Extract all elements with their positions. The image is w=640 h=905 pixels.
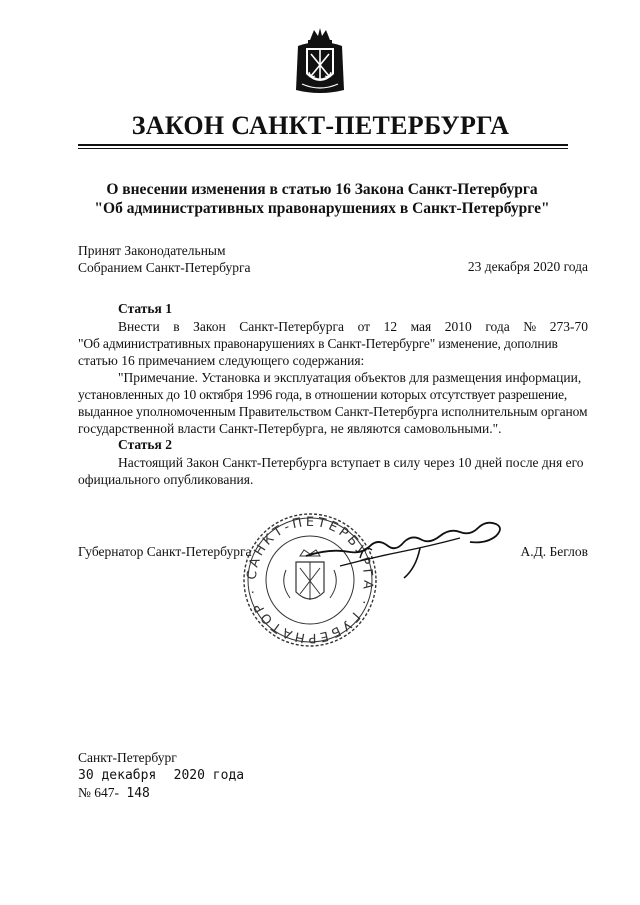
article-1-note-line: государственной власти Санкт-Петербурга, не являются самовольными.". [78, 421, 502, 436]
article-1-body [78, 318, 588, 437]
footer-date-day-month: 30 декабря [78, 768, 157, 783]
article-1-note-line: выданное уполномоченным Правительством Санкт-Петербурга исполнительным органом [78, 404, 588, 419]
article-1-first-line-word: № [523, 319, 537, 334]
article-1-line: статью 16 примечанием следующего содержания: [78, 353, 365, 368]
adoption-date: 23 декабря 2020 года [467, 259, 588, 274]
handwritten-signature [300, 508, 510, 583]
subtitle-line: О внесении изменения в статью 16 Закона Санкт-Петербурга [106, 181, 538, 198]
article-2-line: официального опубликования. [78, 472, 254, 487]
footer-city: Санкт-Петербург [78, 750, 177, 765]
article-1-first-line-word: 12 [383, 319, 398, 334]
signatory-name: А.Д. Беглов [520, 544, 588, 559]
law-title: ЗАКОН САНКТ-ПЕТЕРБУРГА [131, 111, 510, 140]
footer-date [78, 766, 244, 784]
adoption-note [78, 242, 251, 276]
footer-date-year: 2020 года [173, 768, 245, 783]
article-1-line: "Об административных правонарушениях в Санкт-Петербурге" изменение, дополнив [78, 336, 558, 351]
document-footer [78, 749, 244, 802]
article-1-first-line-word: 273-70 [549, 319, 588, 334]
article-2-body [78, 454, 588, 488]
article-1-first-line-word: в [173, 319, 180, 334]
article-1-first-line-word: от [357, 319, 371, 334]
footer-number [78, 784, 244, 802]
coat-of-arms-emblem [292, 26, 348, 96]
article-1-note-line: "Примечание. Установка и эксплуатация объектов для размещения информации, [118, 370, 582, 385]
seal-text: САНКТ-ПЕТЕРБУРГА · ГУБЕРНАТОР · [244, 514, 376, 646]
adoption-line: Собранием Санкт-Петербурга [78, 260, 251, 275]
title-divider-thin [78, 148, 568, 149]
subtitle-line: "Об административных правонарушениях в Санкт-Петербурге" [94, 200, 550, 217]
article-1-first-line-word: 2010 [444, 319, 472, 334]
article-1-first-line-word: Закон [193, 319, 226, 334]
title-divider-thick [78, 144, 568, 146]
article-1-first-line [78, 318, 588, 335]
footer-number-handwritten: 148 [126, 786, 150, 801]
law-subtitle [78, 180, 566, 218]
article-2-heading: Статья 2 [118, 437, 172, 452]
signatory-position: Губернатор Санкт-Петербурга [78, 544, 252, 559]
article-1-first-line-word: года [485, 319, 510, 334]
article-1-heading: Статья 1 [118, 301, 172, 316]
article-1-first-line-word: мая [410, 319, 432, 334]
article-1-first-line-word: Внести [118, 319, 160, 334]
article-1-first-line-word: Санкт-Петербурга [239, 319, 345, 334]
article-1-note-line: установленных до 10 октября 1996 года, в отношении которых отсутствует разрешение, [78, 387, 568, 402]
footer-number-prefix: № 647- [78, 785, 120, 800]
adoption-line: Принят Законодательным [78, 243, 226, 258]
article-2-line: Настоящий Закон Санкт-Петербурга вступает в силу через 10 дней после дня его [118, 455, 584, 470]
